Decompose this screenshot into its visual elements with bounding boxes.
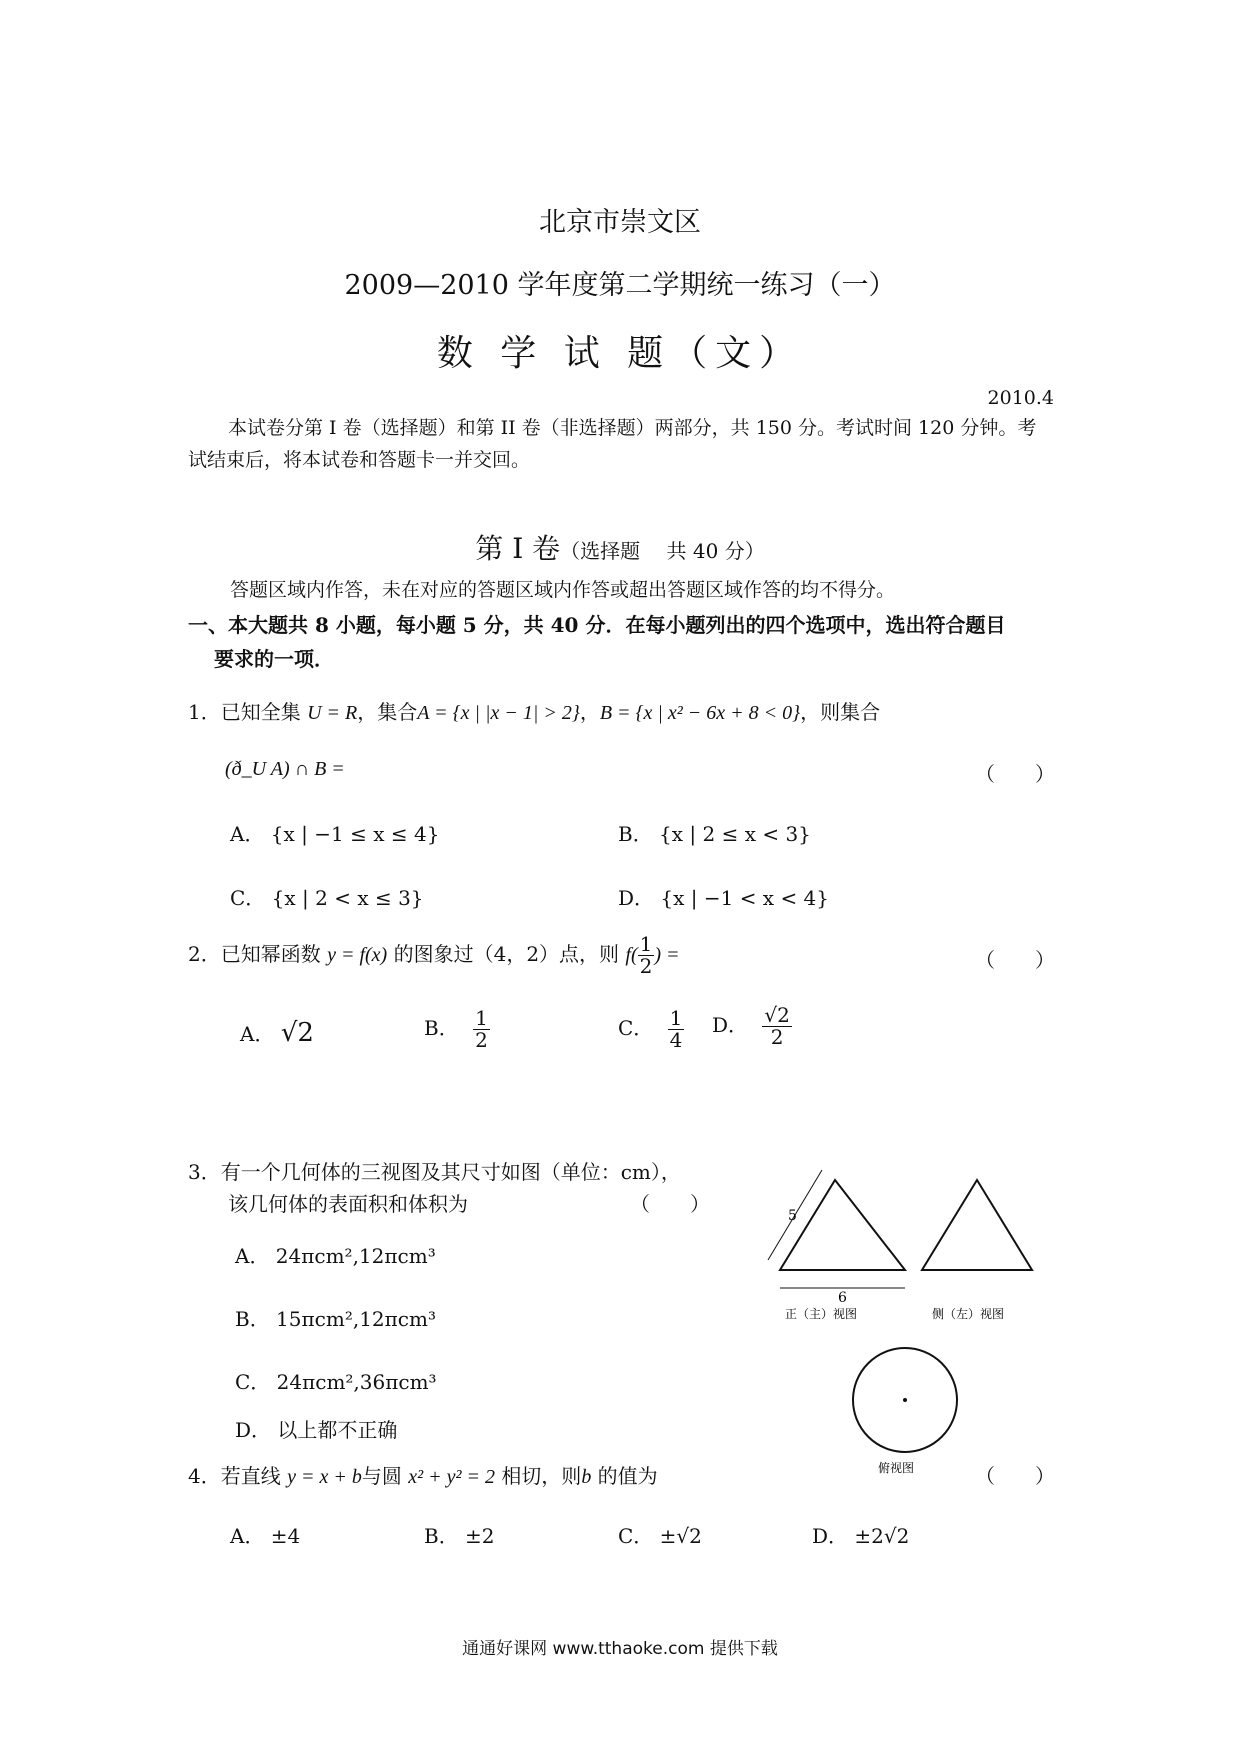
top-view bbox=[853, 1348, 957, 1475]
question-3-line2: 该几何体的表面积和体积为 bbox=[228, 1192, 468, 1216]
q3-option-d: D． 以上都不正确 bbox=[235, 1418, 398, 1442]
q3-option-b: B． 15πcm²,12πcm³ bbox=[235, 1307, 436, 1331]
q4-option-c: C． ±√2 bbox=[618, 1524, 702, 1548]
q2-option-b-num: 1 bbox=[475, 1006, 488, 1030]
q2-option-b-label: B． bbox=[424, 1016, 459, 1040]
q1-universal-set: U = R bbox=[307, 702, 358, 724]
q2-option-d-den: 2 bbox=[770, 1025, 784, 1049]
q2-option-c-label: C． bbox=[618, 1016, 654, 1040]
exam-date: 2010.4 bbox=[987, 387, 1054, 409]
side-view-caption: 侧（左）视图 bbox=[932, 1307, 1005, 1321]
q1-option-c: C． {x | 2 < x ≤ 3} bbox=[230, 886, 424, 910]
q2-option-a-value: √2 bbox=[280, 1018, 314, 1048]
q1-text: ，集合 bbox=[357, 700, 418, 724]
section-note: （选择题 共 40 分） bbox=[560, 539, 765, 563]
exam-subject: 数 学 试 题（文） bbox=[436, 333, 804, 374]
exam-intro: 本试卷分第 I 卷（选择题）和第 II 卷（非选择题）两部分，共 150 分。考试时间 120 分钟。考试结束后，将本试卷和答题卡一并交回。 bbox=[188, 417, 1037, 471]
q2-option-d-label: D． bbox=[712, 1013, 749, 1037]
question-2-stem bbox=[188, 934, 680, 977]
q2-option-d bbox=[712, 1005, 792, 1048]
q3-option-c: C． 24πcm²,36πcm³ bbox=[235, 1370, 437, 1394]
q4-text: 与圆 bbox=[361, 1464, 402, 1488]
side-view bbox=[922, 1180, 1032, 1321]
q4-suffix: 相切，则 bbox=[501, 1464, 582, 1488]
q4-option-a: A． ±4 bbox=[230, 1524, 301, 1548]
q2-f-tail: ) = bbox=[654, 944, 680, 966]
q1-option-a: A． {x | −1 ≤ x ≤ 4} bbox=[230, 822, 440, 846]
q2-option-a bbox=[240, 1018, 314, 1048]
q2-text: 的图象过（4，2）点，则 bbox=[393, 942, 620, 966]
question-1-expression: (ð_U A) ∩ B = bbox=[225, 758, 345, 780]
top-view-center bbox=[903, 1398, 907, 1402]
q2-prefix: 2．已知幂函数 bbox=[188, 942, 321, 966]
q2-option-c-fraction bbox=[668, 1008, 685, 1051]
q2-fraction bbox=[638, 934, 655, 977]
section-heading bbox=[0, 527, 1240, 567]
part-instructions-line1: 一、本大题共 8 小题，每小题 5 分，共 40 分．在每小题列出的四个选项中，选出符合题目 bbox=[188, 613, 1006, 637]
q2-function: y = f(x) bbox=[327, 944, 388, 966]
q2-option-a-label: A． bbox=[240, 1022, 275, 1046]
side-view-triangle bbox=[922, 1180, 1032, 1270]
q1-prefix: 1．已知全集 bbox=[188, 700, 301, 724]
q2-option-d-num: √2 bbox=[764, 1003, 790, 1027]
q2-f-lead: f( bbox=[625, 944, 638, 966]
q4-line-expression: y = x + b bbox=[287, 1466, 362, 1488]
q4-prefix: 4．若直线 bbox=[188, 1464, 281, 1488]
q2-option-d-fraction bbox=[762, 1005, 791, 1048]
q3-option-a: A． 24πcm²,12πcm³ bbox=[235, 1244, 436, 1268]
q1-suffix: ，则集合 bbox=[800, 700, 881, 724]
q4-circle-expression: x² + y² = 2 bbox=[408, 1466, 495, 1488]
q2-option-c-den: 4 bbox=[669, 1028, 683, 1052]
exam-district: 北京市崇文区 bbox=[539, 207, 701, 238]
q2-option-b-den: 2 bbox=[475, 1028, 488, 1052]
q2-fraction-num: 1 bbox=[639, 932, 653, 956]
page-footer: 通通好课网 www.tthaoke.com 提供下载 bbox=[462, 1639, 778, 1659]
three-view-figure bbox=[760, 1160, 1090, 1480]
q1-answer-blank: （ ） bbox=[975, 762, 1055, 786]
q1-separator: ， bbox=[579, 700, 600, 724]
front-view-caption: 正（主）视图 bbox=[785, 1307, 858, 1321]
part-instructions-line2: 要求的一项． bbox=[214, 647, 334, 671]
q4-option-d: D． ±2√2 bbox=[812, 1524, 910, 1548]
front-view-triangle bbox=[780, 1180, 905, 1270]
q2-fraction-den: 2 bbox=[639, 954, 653, 978]
q1-set-a: A = {x | |x − 1| > 2} bbox=[417, 702, 580, 724]
q1-option-d: D． {x | −1 < x < 4} bbox=[618, 886, 830, 910]
q1-set-b: B = {x | x² − 6x + 8 < 0} bbox=[599, 702, 801, 724]
question-1-stem bbox=[188, 696, 880, 725]
q2-option-b-fraction bbox=[473, 1008, 490, 1051]
q3-answer-blank: （ ） bbox=[630, 1192, 710, 1216]
base-dimension-label: 6 bbox=[838, 1290, 847, 1306]
q2-answer-blank: （ ） bbox=[975, 948, 1055, 972]
q1-option-b: B． {x | 2 ≤ x < 3} bbox=[618, 822, 811, 846]
q4-option-b: B． ±2 bbox=[424, 1524, 495, 1548]
q4-tail: 的值为 bbox=[597, 1464, 658, 1488]
question-3-line1: 3．有一个几何体的三视图及其尺寸如图（单位：cm）， bbox=[188, 1160, 681, 1184]
q2-option-b bbox=[424, 1008, 490, 1051]
q4-answer-blank: （ ） bbox=[975, 1464, 1055, 1488]
q2-option-c-num: 1 bbox=[669, 1006, 683, 1030]
part-instructions bbox=[188, 608, 1058, 676]
top-view-caption: 俯视图 bbox=[878, 1461, 915, 1475]
question-4-stem bbox=[188, 1460, 658, 1489]
answer-area-note: 答题区域内作答，未在对应的答题区域内作答或超出答题区域作答的均不得分。 bbox=[230, 579, 896, 601]
section-title: 第 I 卷 bbox=[475, 532, 561, 565]
exam-session: 2009—2010 学年度第二学期统一练习（一） bbox=[344, 270, 896, 301]
slant-dimension-label: 5 bbox=[788, 1208, 797, 1224]
front-view bbox=[768, 1170, 905, 1321]
q2-option-c bbox=[618, 1008, 684, 1051]
q4-variable: b bbox=[581, 1466, 592, 1488]
